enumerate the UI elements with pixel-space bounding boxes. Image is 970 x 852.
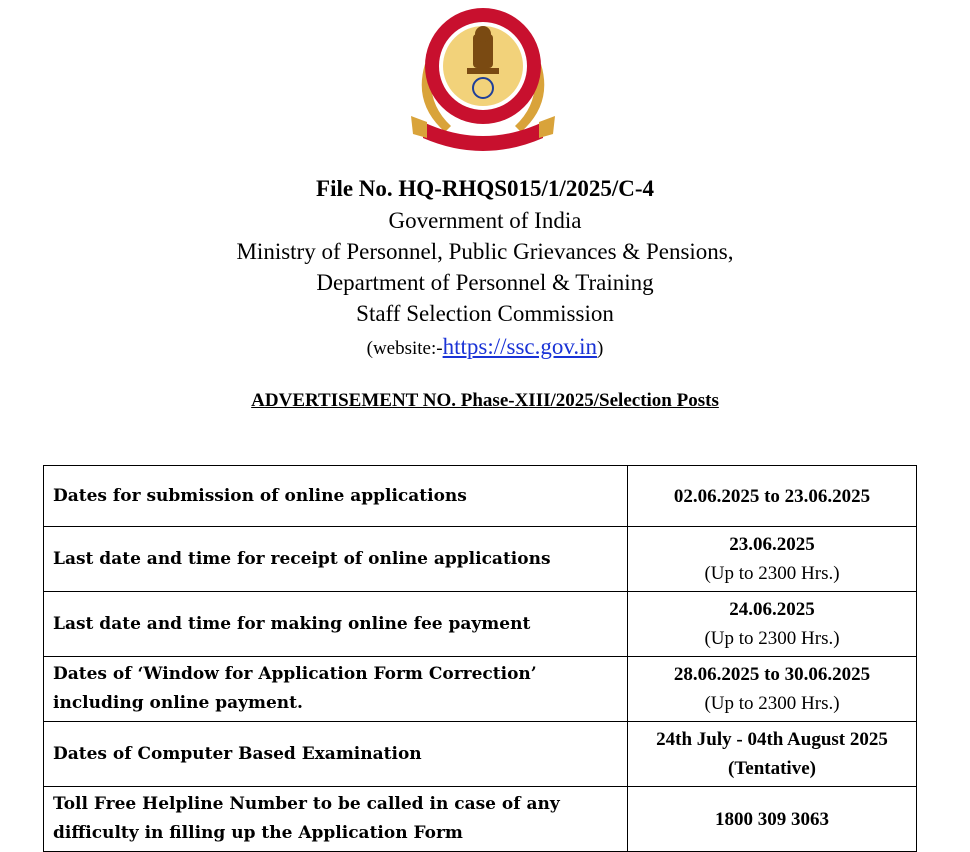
advertisement-title: ADVERTISEMENT NO. Phase-XIII/2025/Selection Posts [251, 390, 719, 411]
table-row [44, 592, 917, 657]
website-prefix: (website:- [366, 338, 443, 359]
time-note: (Up to 2300 Hrs.) [704, 563, 840, 584]
row-value [628, 657, 917, 722]
date-value: 28.06.2025 to 30.06.2025 [673, 664, 871, 685]
row-label: Toll Free Helpline Number to be called in case of any difficulty in filling up the Application Form [44, 787, 628, 852]
file-number: File No. HQ-RHQS015/1/2025/C-4 [316, 176, 654, 201]
date-value: 02.06.2025 to 23.06.2025 [673, 485, 871, 507]
row-label: Dates of ‘Window for Application Form Correction’ including online payment. [44, 657, 628, 722]
row-value [628, 722, 917, 787]
date-value: 23.06.2025 [729, 534, 815, 555]
table-row [44, 722, 917, 787]
ministry-line: Ministry of Personnel, Public Grievances & Pensions, [236, 239, 734, 264]
date-value: 24.06.2025 [729, 599, 815, 620]
time-note: (Up to 2300 Hrs.) [704, 628, 840, 649]
time-note: (Up to 2300 Hrs.) [704, 693, 840, 714]
website-link[interactable]: https://ssc.gov.in [442, 334, 598, 359]
table-row [44, 657, 917, 722]
ssc-logo [403, 4, 563, 154]
helpline-number: 1800 309 3063 [715, 808, 829, 830]
table-row [44, 527, 917, 592]
row-label: Last date and time for making online fee payment [44, 592, 628, 657]
row-value [628, 527, 917, 592]
date-value: 24th July - 04th August 2025 [656, 729, 888, 750]
ssc-seal-icon [403, 4, 563, 154]
table-row [44, 466, 917, 527]
website-suffix: ) [597, 338, 604, 359]
important-dates-table [43, 465, 917, 852]
website-line [0, 334, 970, 360]
row-label: Dates of Computer Based Examination [44, 722, 628, 787]
govt-line: Government of India [388, 208, 582, 233]
row-value [628, 466, 917, 527]
department-line: Department of Personnel & Training [316, 270, 654, 295]
row-value [628, 592, 917, 657]
table-row [44, 787, 917, 852]
commission-line: Staff Selection Commission [356, 301, 614, 326]
row-value [628, 787, 917, 852]
row-label: Dates for submission of online applications [44, 466, 628, 527]
tentative-note: (Tentative) [728, 758, 816, 779]
row-label: Last date and time for receipt of online applications [44, 527, 628, 592]
